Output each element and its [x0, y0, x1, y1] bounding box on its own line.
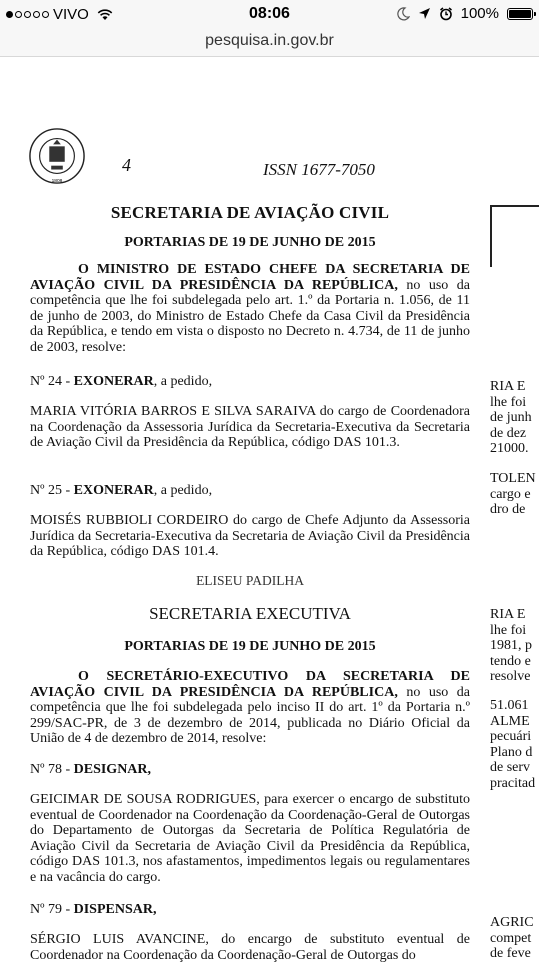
item-25-number: Nº 25 - [30, 483, 74, 498]
signature: ELISEU PADILHA [196, 573, 304, 588]
right-column-block-3: RIA E lhe foi 1981, p tendo e resolve [490, 607, 532, 685]
item-25-heading [30, 483, 470, 499]
item-25-text: MOISÉS RUBBIOLI CORDEIRO do cargo de Chefe Adjunto da Assessoria Jurídica da Secretaria-Executiva da Secretaria de Aviação Civil da Presidência da República, código DAS 101.4. [30, 513, 470, 560]
item-24-action: EXONERAR [73, 374, 154, 389]
item-25-action: EXONERAR [73, 483, 154, 498]
intro-2-rest: no uso da competência que lhe foi subdelegada pelo inciso II do art. 1º da Portaria n.º 299/SAC-PR, de 3 de dezembro de 2014, publicada no Diário Oficial da União de 4 de dezembro de 2014, resolve: [30, 684, 470, 747]
intro-paragraph-1 [30, 262, 470, 356]
imprensa-nacional-seal-icon [28, 127, 86, 185]
seal-year: 1808 [51, 179, 63, 185]
item-78-action: DESIGNAR, [73, 762, 152, 777]
column-divider [490, 205, 492, 267]
intro-1-rest: no uso da competência que lhe foi subdelegada pelo art. 1.º da Portaria n. 1.056, de 11 de junho de 2003, do Ministro de Estado Chefe da Casa Civil da Presidência da República, e tendo em vista o disposto no Decreto n. 4.734, de 11 de junho de 2003, resolve: [30, 277, 470, 355]
location-arrow-icon [418, 7, 431, 20]
carrier-name: VIVO [53, 6, 89, 23]
do-not-disturb-moon-icon [396, 7, 410, 21]
right-column-block-1: RIA E lhe foi de junh de dez 21000. [490, 379, 532, 457]
document-page [0, 57, 539, 963]
right-column-block-4: 51.061 ALME pecuári Plano d de serv pracitad [490, 698, 536, 791]
column-top-rule [492, 205, 539, 207]
item-24-number: Nº 24 - [30, 374, 74, 389]
item-79-number: Nº 79 - [30, 902, 74, 917]
item-78-number: Nº 78 - [30, 762, 74, 777]
right-column-block-5: AGRIC compet de feve [490, 915, 534, 962]
item-79-text: SÉRGIO LUIS AVANCINE, do encargo de substituto eventual de Coordenador na Coordenação da Coordenação-Geral de Outorgas do [30, 932, 470, 963]
intro-1-bold: O MINISTRO DE ESTADO CHEFE DA SECRETARIA DE AVIAÇÃO CIVIL DA PRESIDÊNCIA DA REPÚBLICA, [30, 262, 470, 293]
url-text: pesquisa.in.gov.br [205, 32, 334, 49]
clock: 08:06 [249, 5, 290, 22]
item-78-heading [30, 762, 470, 778]
issn: ISSN 1677-7050 [263, 160, 375, 179]
item-78-text: GEICIMAR DE SOUSA RODRIGUES, para exercer o encargo de substituto eventual de Coordenador na Coordenação da Coordenação-Geral de Outorgas do Departamento de Outorgas da Secretaria de Política Regulatória de Aviação Civil da Secretaria de Aviação Civil da Presidência da República, código DAS 101.3, nos afastamentos, impedimentos legais ou regulamentares e na vacância do cargo. [30, 792, 470, 885]
item-24-rest: , a pedido, [153, 374, 213, 389]
status-bar [0, 0, 539, 30]
item-79-heading [30, 902, 470, 918]
item-25-rest: , a pedido, [153, 483, 213, 498]
status-right [396, 5, 533, 22]
section-2-title: SECRETARIA EXECUTIVA [149, 604, 351, 623]
section-title: SECRETARIA DE AVIAÇÃO CIVIL [110, 203, 390, 222]
intro-paragraph-2 [30, 669, 470, 747]
item-79-action: DISPENSAR, [73, 902, 157, 917]
address-bar[interactable] [0, 30, 539, 57]
battery-percentage: 100% [460, 5, 499, 22]
item-24-heading [30, 374, 470, 390]
intro-2-bold: O SECRETÁRIO-EXECUTIVO DA SECRETARIA DE AVIAÇÃO CIVIL DA PRESIDÊNCIA DA REPÚBLICA, [30, 669, 470, 700]
item-24-text: MARIA VITÓRIA BARROS E SILVA SARAIVA do cargo de Coordenadora na Coordenação da Assessoria Jurídica da Secretaria-Executiva da Secretaria de Aviação Civil da Presidência da República, código DAS 101.3. [30, 404, 470, 451]
portarias-date: PORTARIAS DE 19 DE JUNHO DE 2015 [124, 235, 376, 250]
page-number: 4 [122, 155, 131, 175]
battery-icon [507, 8, 533, 20]
portarias-date-2: PORTARIAS DE 19 DE JUNHO DE 2015 [124, 639, 376, 654]
right-column-block-2: TOLEN cargo e dro de [490, 471, 536, 518]
alarm-icon [439, 7, 453, 21]
